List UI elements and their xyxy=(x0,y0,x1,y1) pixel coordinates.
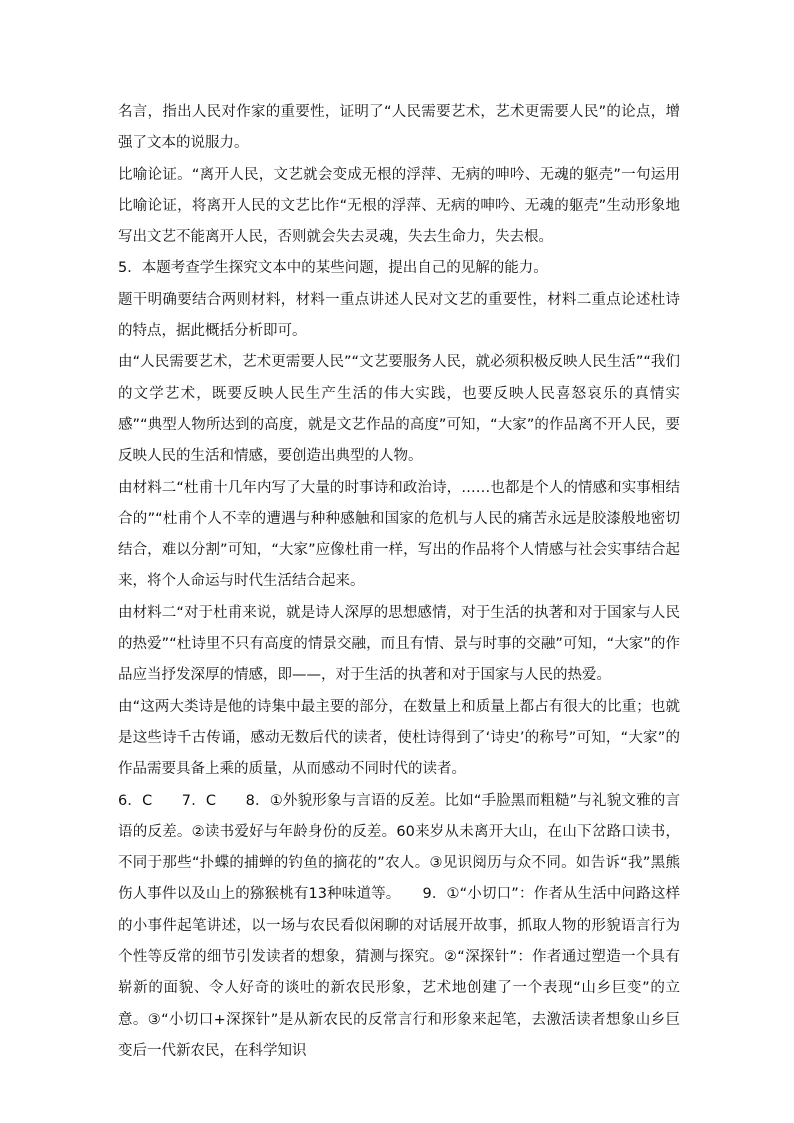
paragraph-6: 由材料二“杜甫十几年内写了大量的时事诗和政治诗，……也都是个人的情感和实事相结合的”“杜甫个人不幸的遭遇与种种感触和国家的危机与人民的痛苦永远是胶漆般地密切结合，难以分割”可知，“大家”应像杜甫一样，写出的作品将个人情感与社会实事结合起来，将个人命运与时代生活结合起来。 xyxy=(118,479,680,590)
paragraph-2: 比喻论证。“离开人民，文艺就会变成无根的浮萍、无病的呻吟、无魂的躯壳”一句运用比喻论证，将离开人民的文艺比作“无根的浮萍、无病的呻吟、无魂的躯壳”生动形象地写出文艺不能离开人民，否则就会失去灵魂，失去生命力，失去根。 xyxy=(118,166,680,246)
paragraph-1: 名言，指出人民对作家的重要性，证明了“人民需要艺术，艺术更需要人民”的论点，增强了文本的说服力。 xyxy=(118,104,680,152)
paragraph-3: 5．本题考查学生探究文本中的某些问题，提出自己的见解的能力。 xyxy=(118,260,548,277)
paragraph-4: 题干明确要结合两则材料，材料一重点讲述人民对文艺的重要性，材料二重点论述杜诗的特点，据此概括分析即可。 xyxy=(118,291,680,340)
paragraph-5: 由“人民需要艺术，艺术更需要人民”“文艺要服务人民，就必须积极反映人民生活”“我们的文学艺术，既要反映人民生产生活的伟大实践，也要反映人民喜怒哀乐的真情实感”“典型人物所达到的高度，就是文艺作品的高度”可知，“大家”的作品离不开人民，要反映人民的生活和情感，要创造出典型的人物。 xyxy=(118,354,680,465)
answer-text xyxy=(118,97,680,1067)
paragraph-8: 由“这两大类诗是他的诗集中最主要的部分，在数量上和质量上都占有很大的比重；也就是这些诗千古传诵，感动无数后代的读者，使杜诗得到了‘诗史’的称号”可知，“大家”的作品需要具备上乘的质量，从而感动不同时代的读者。 xyxy=(118,698,680,778)
paragraph-9: 6．C 7．C 8．①外貌形象与言语的反差。比如“手脸黑而粗糙”与礼貌文雅的言语的反差。②读书爱好与年龄身份的反差。60来岁从未离开大山，在山下岔路口读书，不同于那些“扑蝶的捕蝉的钓鱼的摘花的”农人。③见识阅历与众不同。如告诉“我”黑熊伤人事件以及山上的猕猴桃有13种味道等。 9．①“小切口”：作者从生活中问路这样的小事件起笔讲述，以一场与农民看似闲聊的对话展开故事，抓取人物的形貌语言行为个性等反常的细节引发读者的想象，猜测与探究。②“深探针”：作者通过塑造一个具有崭新的面貌、令人好奇的谈吐的新农民形象，艺术地创建了一个表现“山乡巨变”的立意。③“小切口+深探针”是从新农民的反常言行和形象来起笔，去激活读者想象山乡巨变后一代新农民，在科学知识 xyxy=(118,792,680,1059)
paragraph-7: 由材料二“对于杜甫来说，就是诗人深厚的思想感情，对于生活的执著和对于国家与人民的热爱”“杜诗里不只有高度的情景交融，而且有情、景与时事的交融”可知，“大家”的作品应当抒发深厚的情感，即——，对于生活的执著和对于国家与人民的热爱。 xyxy=(118,604,680,684)
